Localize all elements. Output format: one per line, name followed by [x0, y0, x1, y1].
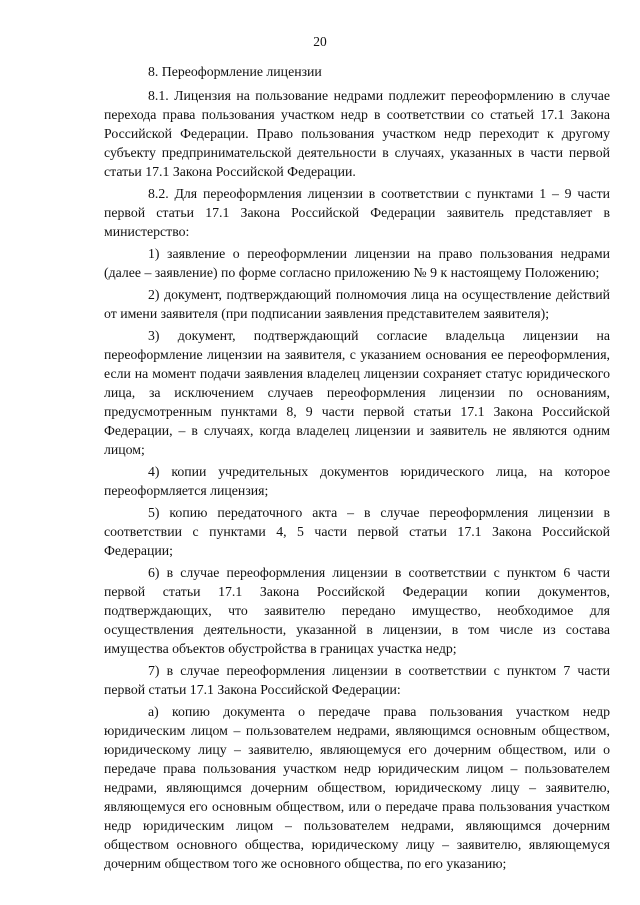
page-number: 20: [313, 34, 327, 49]
sub-item-a: а) копию документа о передаче права пользования участком недр юридическим лицом – пользователем недрами, являющимся основным обществом, юридическому лицу – заявителю, являющемуся его дочерним обществом, или о передаче права пользования участком недр юридическим лицом – пользователем недрами, являющимся дочерним обществом, юридическому лицу – заявителю, являющемуся его основным обществом, или о передаче права пользования участком недр юридическим лицом – пользователем недрами, являющимся дочерним обществом основного общества, юридическому лицу – заявителю, являющемуся дочерним обществом того же основного общества, по его указанию;: [104, 704, 610, 871]
list-item-1: 1) заявление о переоформлении лицензии на право пользования недрами (далее – заявление) по форме согласно приложению № 9 к настоящему Положению;: [104, 246, 610, 280]
section-heading: 8. Переоформление лицензии: [148, 64, 322, 79]
list-item-7: 7) в случае переоформления лицензии в соответствии с пунктом 7 части первой статьи 17.1 Закона Российской Федерации:: [104, 663, 610, 697]
list-item-6: 6) в случае переоформления лицензии в соответствии с пунктом 6 части первой статьи 17.1 Закона Российской Федерации копии документов, подтверждающих, что заявителю передано имущество, необходимое для осуществления деятельности, указанной в лицензии, в том числе из состава имущества объектов обустройства в границах участка недр;: [104, 565, 610, 656]
list-item-2: 2) документ, подтверждающий полномочия лица на осуществление действий от имени заявителя (при подписании заявления представителем заявителя);: [104, 287, 610, 321]
paragraph-8-2: 8.2. Для переоформления лицензии в соответствии с пунктами 1 – 9 части первой статьи 17.1 Закона Российской Федерации заявитель представляет в министерство:: [104, 186, 610, 239]
list-item-3: 3) документ, подтверждающий согласие владельца лицензии на переоформление лицензии на заявителя, с указанием основания ее переоформления, если на момент подачи заявления владелец лицензии сохраняет статус юридического лица, за исключением случаев переоформления лицензии по основаниям, предусмотренным пунктами 8, 9 части первой статьи 17.1 Закона Российской Федерации, – в случаях, когда владелец лицензии и заявитель не являются одним лицом;: [104, 328, 610, 457]
list-item-4: 4) копии учредительных документов юридического лица, на которое переоформляется лицензия;: [104, 464, 610, 498]
document-body: [104, 62, 610, 876]
paragraph-8-1: 8.1. Лицензия на пользование недрами подлежит переоформлению в случае перехода права пользования участком недр в соответствии со статьей 17.1 Закона Российской Федерации. Право пользования участком недр переходит к другому субъекту предпринимательской деятельности в случаях, указанных в части первой статьи 17.1 Закона Российской Федерации.: [104, 88, 610, 179]
list-item-5: 5) копию передаточного акта – в случае переоформления лицензии в соответствии с пунктами 4, 5 части первой статьи 17.1 Закона Российской Федерации;: [104, 505, 610, 558]
